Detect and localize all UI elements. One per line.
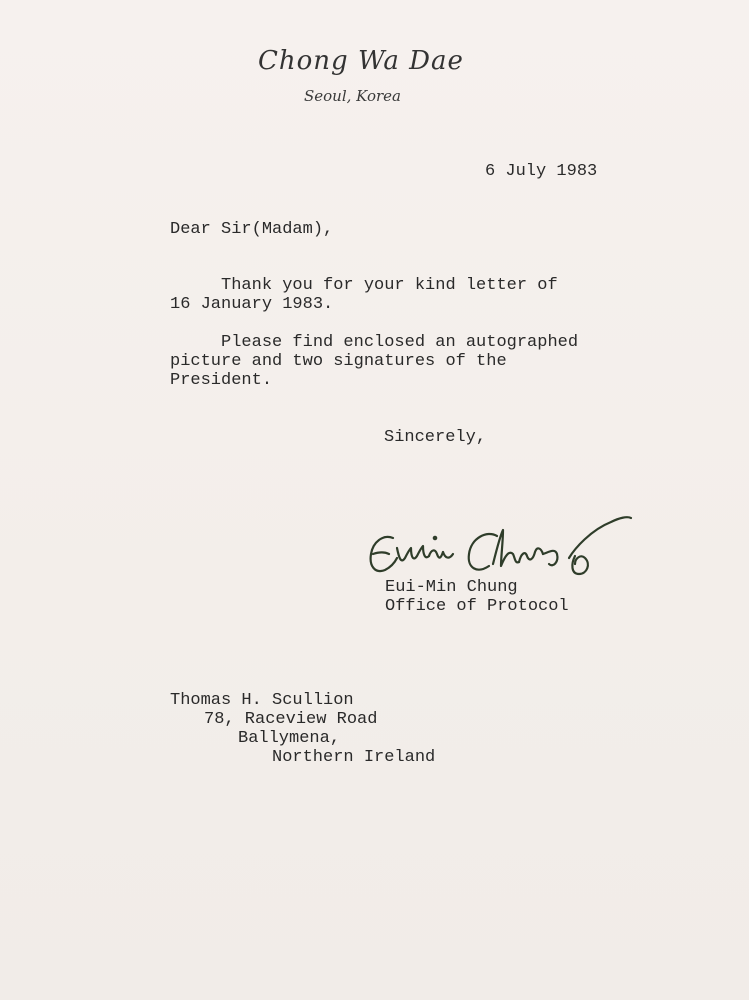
signer-name: Eui-Min Chung [385,578,518,597]
letterhead-city: Seoul, Korea [304,87,402,105]
salutation: Dear Sir(Madam), [170,220,334,239]
letterhead-name: Chong Wa Dae [258,46,464,76]
recipient-street: 78, Raceview Road [204,710,378,729]
letter-date: 6 July 1983 [485,162,598,181]
body-paragraph-2: Please find enclosed an autographed picture and two signatures of the President. [170,333,579,390]
closing: Sincerely, [384,428,487,447]
body-paragraph-1: Thank you for your kind letter of 16 January 1983. [170,276,558,314]
signer-office: Office of Protocol [385,597,569,616]
recipient-region: Northern Ireland [272,748,436,767]
recipient-name: Thomas H. Scullion [170,691,354,710]
recipient-town: Ballymena, [238,729,341,748]
handwritten-signature [365,508,640,586]
